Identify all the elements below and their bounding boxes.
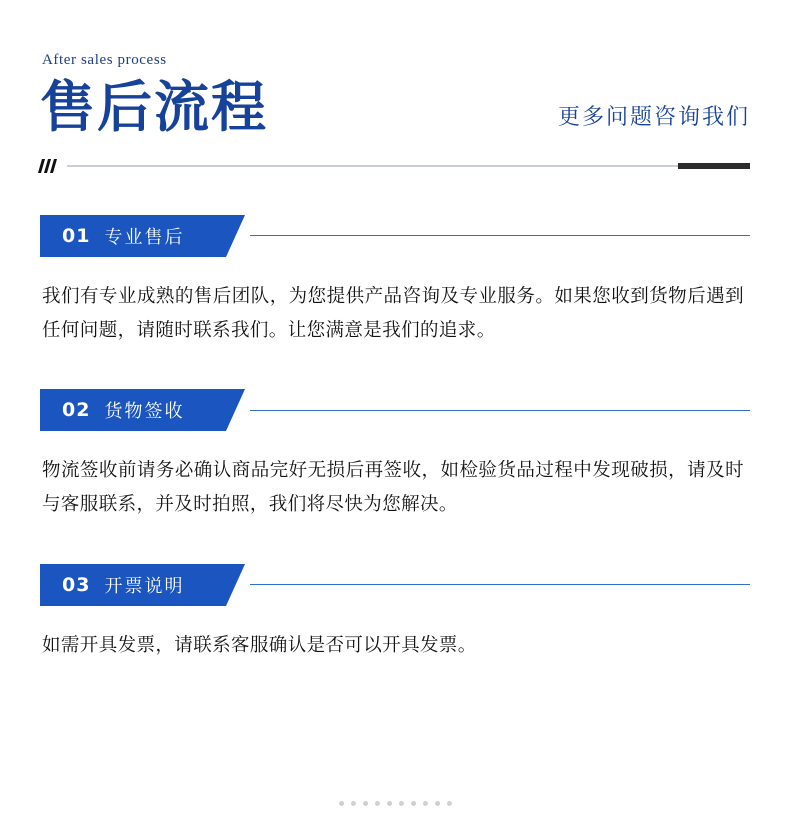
section-01-rule	[250, 235, 750, 236]
section-01-label: 专业售后	[104, 226, 185, 247]
section-03-rule	[250, 584, 750, 585]
section-02-rule	[250, 410, 750, 411]
header-subtitle: 更多问题咨询我们	[557, 103, 750, 129]
header-eyebrow: After sales process	[42, 52, 167, 68]
section-01-number: 01	[62, 224, 91, 247]
section-03	[40, 564, 750, 662]
section-01-header	[40, 215, 750, 257]
section-03-tag	[40, 564, 226, 606]
divider-ticks-icon	[40, 159, 55, 173]
divider-line	[67, 165, 679, 167]
header-divider	[40, 159, 750, 173]
section-02-tag	[40, 389, 226, 431]
section-03-number: 03	[62, 573, 91, 596]
section-01	[40, 215, 750, 347]
header-title-row	[40, 75, 750, 139]
section-03-label: 开票说明	[104, 575, 185, 596]
section-01-tag	[40, 215, 226, 257]
section-02	[40, 389, 750, 521]
page-title: 售后流程	[40, 75, 269, 139]
page-header	[40, 0, 750, 137]
section-02-number: 02	[62, 399, 91, 422]
section-01-body: 我们有专业成熟的售后团队，为您提供产品咨询及专业服务。如果您收到货物后遇到任何问题，请随时联系我们。让您满意是我们的追求。	[42, 284, 744, 340]
divider-cap	[678, 163, 750, 169]
section-02-body: 物流签收前请务必确认商品完好无损后再签收，如检验货品过程中发现破损，请及时与客服联系，并及时拍照，我们将尽快为您解决。	[42, 459, 744, 515]
section-03-header	[40, 564, 750, 606]
section-02-label: 货物签收	[104, 401, 185, 422]
footer-dots	[0, 801, 790, 806]
section-03-body: 如需开具发票，请联系客服确认是否可以开具发票。	[42, 633, 477, 655]
section-02-header	[40, 389, 750, 431]
